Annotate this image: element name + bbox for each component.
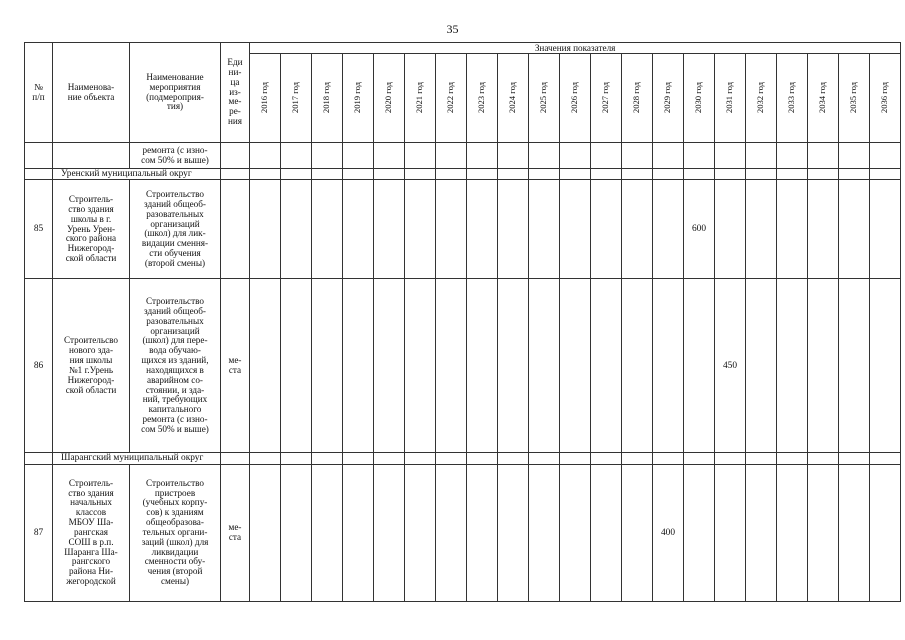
header-object: Наименова- ние объекта	[53, 43, 130, 143]
table-cell	[374, 143, 405, 169]
header-year	[498, 54, 529, 143]
section-uren-label: Уренский муниципальный округ	[53, 169, 221, 180]
table-cell	[405, 464, 436, 601]
header-year	[653, 54, 684, 143]
table-cell	[343, 143, 374, 169]
event-name: Строительство пристроев (учебных корпу- сов) к зданиям общеобразова- тельных органи- заций (школ) для ликвидации сменности обу- чения (второй смены)	[130, 464, 221, 601]
table-cell	[498, 453, 529, 464]
header-year-label: 2034 год	[817, 81, 828, 113]
table-cell	[746, 279, 777, 453]
table-cell	[405, 169, 436, 180]
header-year-label: 2033 год	[786, 81, 797, 113]
table-cell	[250, 464, 281, 601]
table-cell	[221, 143, 250, 169]
header-values-title: Значения показателя	[250, 43, 901, 54]
table-cell	[467, 143, 498, 169]
table-cell	[870, 143, 901, 169]
header-year-label: 2017 год	[290, 81, 301, 113]
header-event: Наименование мероприятия (подмероприя- тия)	[130, 43, 221, 143]
header-year-label: 2018 год	[321, 81, 332, 113]
header-year-label: 2021 год	[414, 81, 425, 113]
section-sharanga-row	[25, 453, 901, 464]
unit-cell: ме- ста	[221, 279, 250, 453]
indicator-value: 400	[653, 464, 684, 601]
header-year-label: 2022 год	[445, 81, 456, 113]
table-cell	[777, 464, 808, 601]
table-cell	[746, 453, 777, 464]
row-number: 85	[25, 180, 53, 279]
table-cell	[281, 180, 312, 279]
table-cell	[467, 279, 498, 453]
table-cell	[653, 279, 684, 453]
table-cell	[715, 180, 746, 279]
unit-cell: ме- ста	[221, 464, 250, 601]
table-cell	[343, 453, 374, 464]
table-cell	[715, 453, 746, 464]
header-year	[405, 54, 436, 143]
header-year-label: 2020 год	[383, 81, 394, 113]
table-cell	[839, 279, 870, 453]
table-cell	[808, 453, 839, 464]
table-cell	[684, 169, 715, 180]
table-cell	[560, 180, 591, 279]
table-cell	[870, 453, 901, 464]
table-cell	[374, 279, 405, 453]
table-cell	[684, 453, 715, 464]
table-cell	[529, 453, 560, 464]
table-cell	[436, 143, 467, 169]
table-cell	[281, 169, 312, 180]
table-cell	[715, 464, 746, 601]
header-year	[467, 54, 498, 143]
table-cell	[436, 279, 467, 453]
header-year-label: 2029 год	[662, 81, 673, 113]
table-cell	[622, 453, 653, 464]
table-cell	[374, 453, 405, 464]
table-cell	[777, 143, 808, 169]
header-year-label: 2019 год	[352, 81, 363, 113]
header-year	[529, 54, 560, 143]
table-cell	[839, 453, 870, 464]
table-cell	[467, 169, 498, 180]
table-row	[25, 279, 901, 453]
table-cell	[870, 169, 901, 180]
table-cell	[312, 279, 343, 453]
indicator-table	[24, 42, 901, 602]
table-cell	[405, 143, 436, 169]
table-cell	[498, 279, 529, 453]
row-number: 87	[25, 464, 53, 601]
table-cell	[839, 464, 870, 601]
table-cell	[529, 169, 560, 180]
header-year	[591, 54, 622, 143]
table-cell	[622, 169, 653, 180]
section-uren-row	[25, 169, 901, 180]
table-cell	[591, 279, 622, 453]
table-cell	[281, 279, 312, 453]
table-cell	[870, 464, 901, 601]
table-cell	[436, 169, 467, 180]
table-cell	[560, 143, 591, 169]
table-cell	[343, 464, 374, 601]
table-cell	[560, 169, 591, 180]
table-cell	[653, 453, 684, 464]
table-cell	[53, 143, 130, 169]
table-cell	[839, 180, 870, 279]
table-cell	[529, 143, 560, 169]
header-row-1	[25, 43, 901, 54]
continuation-event: ремонта (с изно- сом 50% и выше)	[130, 143, 221, 169]
table-cell	[250, 279, 281, 453]
table-cell	[498, 169, 529, 180]
header-year-label: 2035 год	[848, 81, 859, 113]
table-cell	[374, 180, 405, 279]
table-cell	[591, 180, 622, 279]
table-cell	[684, 464, 715, 601]
table-cell	[343, 180, 374, 279]
table-cell	[808, 180, 839, 279]
table-cell	[746, 464, 777, 601]
header-year-label: 2016 год	[259, 81, 270, 113]
table-cell	[25, 453, 53, 464]
table-cell	[560, 464, 591, 601]
table-cell	[746, 180, 777, 279]
header-year	[312, 54, 343, 143]
table-cell	[405, 453, 436, 464]
table-cell	[653, 143, 684, 169]
table-cell	[529, 180, 560, 279]
table-cell	[560, 453, 591, 464]
header-year	[622, 54, 653, 143]
table-cell	[746, 143, 777, 169]
indicator-value: 450	[715, 279, 746, 453]
table-cell	[436, 464, 467, 601]
table-row	[25, 180, 901, 279]
table-cell	[777, 453, 808, 464]
table-cell	[622, 143, 653, 169]
table-cell	[591, 143, 622, 169]
table-cell	[808, 169, 839, 180]
table-cell	[312, 453, 343, 464]
header-year	[560, 54, 591, 143]
table-cell	[498, 464, 529, 601]
table-cell	[281, 464, 312, 601]
table-row	[25, 464, 901, 601]
header-year-label: 2026 год	[569, 81, 580, 113]
table-cell	[684, 143, 715, 169]
object-name: Строитель- ство здания школы в г. Урень Урен- ского района Нижегород- ской области	[53, 180, 130, 279]
header-year	[715, 54, 746, 143]
table-cell	[653, 180, 684, 279]
table-cell	[591, 453, 622, 464]
table-cell	[498, 180, 529, 279]
table-cell	[312, 180, 343, 279]
header-year	[436, 54, 467, 143]
header-year-label: 2023 год	[476, 81, 487, 113]
header-year-label: 2027 год	[600, 81, 611, 113]
table-cell	[221, 453, 250, 464]
table-cell	[250, 180, 281, 279]
table-cell	[281, 453, 312, 464]
table-cell	[839, 169, 870, 180]
table-cell	[467, 464, 498, 601]
table-cell	[436, 453, 467, 464]
table-cell	[591, 464, 622, 601]
table-cell	[653, 169, 684, 180]
table-cell	[374, 169, 405, 180]
table-cell	[591, 169, 622, 180]
event-name: Строительство зданий общеоб- разовательных организаций (школ) для лик- видации смення- сти обучения (второй смены)	[130, 180, 221, 279]
indicator-value: 600	[684, 180, 715, 279]
continuation-row	[25, 143, 901, 169]
table-cell	[622, 180, 653, 279]
page-number: 35	[446, 22, 459, 36]
table-cell	[870, 180, 901, 279]
table-cell	[221, 169, 250, 180]
table-cell	[529, 279, 560, 453]
table-cell	[374, 464, 405, 601]
table-cell	[684, 279, 715, 453]
table-cell	[250, 143, 281, 169]
table-cell	[25, 143, 53, 169]
table-cell	[777, 180, 808, 279]
header-year	[746, 54, 777, 143]
table-cell	[777, 169, 808, 180]
header-year	[777, 54, 808, 143]
header-year-label: 2025 год	[538, 81, 549, 113]
table-cell	[343, 169, 374, 180]
header-year-label: 2030 год	[693, 81, 704, 113]
table-cell	[746, 169, 777, 180]
header-year	[870, 54, 901, 143]
header-year	[684, 54, 715, 143]
header-year	[808, 54, 839, 143]
header-year-label: 2032 год	[755, 81, 766, 113]
table-cell	[529, 464, 560, 601]
table-cell	[250, 169, 281, 180]
section-sharanga-label: Шарангский муниципальный округ	[53, 453, 221, 464]
object-name: Строитель- ство здания начальных классов МБОУ Ша- рангская СОШ в р.п. Шаранга Ша- рангского района Ни- жегородской	[53, 464, 130, 601]
table-cell	[343, 279, 374, 453]
header-unit: Еди ни- ца из- ме- ре- ния	[221, 43, 250, 143]
table-cell	[405, 180, 436, 279]
object-name: Строительсво нового зда- ния школы №1 г.Урень Нижегород- ской области	[53, 279, 130, 453]
table-cell	[808, 279, 839, 453]
table-cell	[560, 279, 591, 453]
table-cell	[808, 464, 839, 601]
unit-cell	[221, 180, 250, 279]
table-cell	[839, 143, 870, 169]
table-cell	[870, 279, 901, 453]
table-cell	[467, 180, 498, 279]
header-year-label: 2028 год	[631, 81, 642, 113]
table-cell	[622, 464, 653, 601]
table-cell	[250, 453, 281, 464]
row-number: 86	[25, 279, 53, 453]
header-year	[281, 54, 312, 143]
table-cell	[405, 279, 436, 453]
header-year	[374, 54, 405, 143]
table-cell	[467, 453, 498, 464]
header-year-label: 2024 год	[507, 81, 518, 113]
header-year-label: 2031 год	[724, 81, 735, 113]
table-cell	[312, 143, 343, 169]
table-cell	[25, 169, 53, 180]
header-year	[250, 54, 281, 143]
table-cell	[312, 169, 343, 180]
header-year-label: 2036 год	[879, 81, 890, 113]
event-name: Строительство зданий общеоб- разовательных организаций (школ) для пере- вода обучаю- щихся из зданий, находящихся в аварийном со- стоянии, и зда- ний, требующих капитального ремонта (с изно- сом 50% и выше)	[130, 279, 221, 453]
table-cell	[281, 143, 312, 169]
table-cell	[312, 464, 343, 601]
header-year	[343, 54, 374, 143]
table-cell	[498, 143, 529, 169]
table-cell	[808, 143, 839, 169]
table-cell	[777, 279, 808, 453]
header-num: № п/п	[25, 43, 53, 143]
table-cell	[715, 143, 746, 169]
table-cell	[715, 169, 746, 180]
table-cell	[436, 180, 467, 279]
table-cell	[622, 279, 653, 453]
header-year	[839, 54, 870, 143]
